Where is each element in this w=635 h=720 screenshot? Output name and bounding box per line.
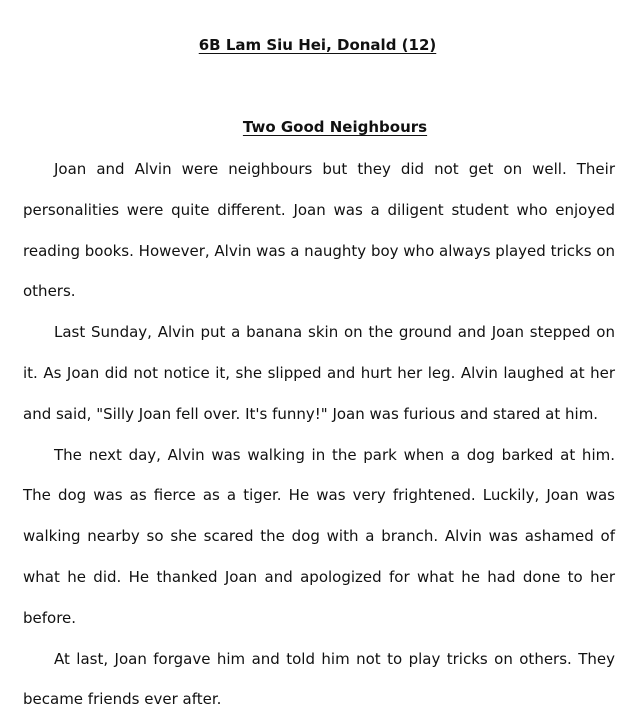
paragraph-4: At last, Joan forgave him and told him not to play tricks on others. They became friends ever after. (23, 649, 615, 709)
essay-title: Two Good Neighbours (242, 118, 428, 136)
author-line: 6B Lam Siu Hei, Donald (12) (198, 36, 437, 54)
paragraph-1: Joan and Alvin were neighbours but they did not get on well. Their personalities were quite different. Joan was a diligent student who enjoyed reading books. However, Alvin was a naughty boy who always played tricks on others. (23, 160, 615, 301)
paragraph-3: The next day, Alvin was walking in the park when a dog barked at him. The dog was as fierce as a tiger. He was very frightened. Luckily, Joan was walking nearby so she scared the dog with a branch. Alvin was ashamed of what he did. He thanked Joan and apologized for what he had done to her before. (23, 445, 615, 627)
essay-body (23, 149, 615, 720)
paragraph-2: Last Sunday, Alvin put a banana skin on the ground and Joan stepped on it. As Joan did not notice it, she slipped and hurt her leg. Alvin laughed at her and said, "Silly Joan fell over. It's funny!" Joan was furious and stared at him. (23, 323, 615, 423)
